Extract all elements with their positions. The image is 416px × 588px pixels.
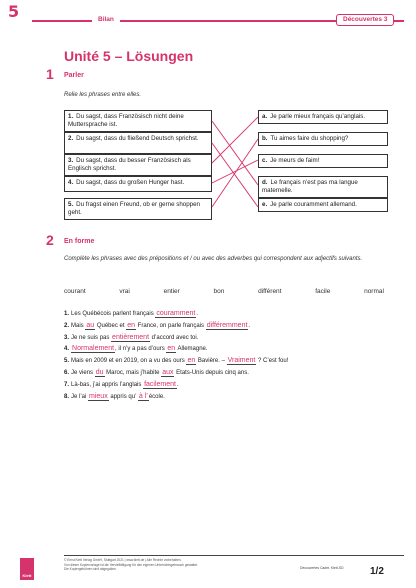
sentence-text: Allemagne.: [176, 346, 208, 353]
answer-fill: en: [187, 357, 196, 365]
word-bank: [64, 288, 384, 295]
sentence-2: [64, 322, 250, 329]
footer-code: Découvertes Cadet. Klett-SD: [300, 566, 344, 570]
sentence-8: [64, 393, 165, 400]
left-item-key: 4.: [68, 179, 74, 186]
right-item-text: Je parle couramment allemand.: [270, 201, 357, 208]
sentence-number: 8.: [64, 393, 70, 400]
unit-number: 5: [8, 2, 20, 21]
sentence-number: 2.: [64, 322, 70, 329]
header-tab-book: Découvertes 3: [336, 14, 394, 26]
word-bank-item: vrai: [119, 288, 130, 295]
sentence-1: [64, 310, 198, 317]
sentence-text: ? C’est fou!: [256, 358, 289, 365]
sentence-text: , il n’y a pas d’ours: [115, 346, 167, 353]
sentence-text: Québec et: [95, 322, 127, 329]
sentence-text: d’accord avec toi.: [150, 334, 199, 341]
link-3-a: [212, 117, 258, 163]
left-item-text: Du sagst, dass Französisch nicht deine Muttersprache ist.: [68, 113, 184, 128]
sentence-text: Maroc, mais j’habite: [104, 370, 162, 376]
sentence-text: .: [176, 381, 179, 388]
sentence-6: [64, 369, 249, 376]
sentence-text: appris qu’: [108, 393, 138, 400]
sentence-5: [64, 357, 288, 364]
sentence-text: Je l’ai: [71, 393, 89, 400]
sentence-text: France, on parle français: [135, 322, 206, 329]
sentence-text: .: [248, 322, 251, 329]
sentence-number: 5.: [64, 358, 70, 365]
word-bank-item: facile: [315, 288, 331, 295]
right-item-key: c.: [262, 157, 268, 164]
sentence-text: Les Québécois parlent français: [71, 311, 156, 317]
sentence-number: 1.: [64, 311, 70, 317]
left-item-text: Du sagst, dass du besser Französisch als Englisch sprichst.: [68, 157, 191, 172]
sentence-number: 4.: [64, 346, 70, 353]
word-bank-item: courant: [64, 288, 86, 295]
sentence-number: 7.: [64, 381, 70, 388]
answer-fill: couramment: [156, 310, 196, 317]
sentence-number: 6.: [64, 370, 70, 376]
section-2-instruction: Complète les phrases avec des prépositions et / ou avec des adverbes qui correspondent aux adjectifs suivants.: [64, 256, 363, 262]
sentence-7: [64, 381, 179, 388]
left-item-text: Du sagst, dass du großen Hunger hast.: [76, 179, 185, 186]
sentence-text: .: [196, 311, 198, 317]
klett-logo: Klett: [20, 558, 34, 580]
section-1-number: 1: [46, 66, 54, 82]
answer-fill: du: [95, 369, 104, 376]
right-item-text: Tu aimes faire du shopping?: [270, 135, 349, 142]
word-bank-item: bon: [213, 288, 225, 295]
link-4-c: [212, 160, 258, 183]
answer-fill: Normalement: [72, 345, 115, 353]
sentence-3: [64, 334, 198, 341]
footer-copyright: © Ernst Klett Verlag GmbH, Stuttgart 2021 | www.klett.de | Alle Rechte vorbehalten.: [64, 558, 182, 562]
word-bank-item: normal: [364, 288, 384, 295]
sentence-text: Bavière. –: [196, 358, 227, 365]
left-item-key: 2.: [68, 135, 74, 142]
answer-fill: facilement: [144, 380, 176, 388]
answer-fill: entièrement: [112, 333, 150, 341]
sentence-text: Là-bas, j’ai appris l’anglais: [71, 381, 144, 388]
footer-fees: Die Kopiergebühren sind abgegolten.: [64, 567, 117, 571]
left-item-text: Du sagst, dass du fließend Deutsch sprichst.: [76, 135, 199, 142]
right-item-text: Je meurs de faim!: [270, 157, 320, 164]
left-item-key: 3.: [68, 157, 74, 164]
sentence-text: Mais en 2009 et en 2019, on a vu des ours: [71, 358, 187, 365]
section-1-title: Parler: [64, 72, 84, 79]
header-tab-bilan: Bilan: [92, 14, 120, 26]
answer-fill: différemment: [206, 321, 248, 329]
sentence-text: école.: [148, 393, 165, 400]
sentence-text: Etats-Unis depuis cinq ans.: [174, 370, 249, 376]
page-title: Unité 5 – Lösungen: [64, 48, 194, 64]
answer-fill: mieux: [89, 392, 108, 400]
word-bank-item: entier: [163, 288, 180, 295]
word-bank-item: différent: [258, 288, 282, 295]
answer-fill: en: [167, 345, 176, 353]
right-item-key: a.: [262, 113, 268, 120]
right-item-key: b.: [262, 135, 268, 142]
sentence-text: Je viens: [71, 370, 95, 376]
right-item-text: Je parle mieux français qu’anglais.: [270, 113, 366, 120]
sentence-number: 3.: [64, 334, 70, 341]
sentence-4: [64, 345, 208, 352]
right-item-key: d.: [262, 179, 268, 186]
right-item-text: Le français n’est pas ma langue maternelle.: [262, 179, 358, 194]
answer-fill: au: [86, 321, 95, 329]
right-item-key: e.: [262, 201, 268, 208]
section-2-number: 2: [46, 232, 54, 248]
sentence-text: Je ne suis pas: [71, 334, 112, 341]
answer-fill: en: [127, 321, 135, 329]
footer-license: Von dieser Kopiervorlage ist die Vervielfältigung für den eigenen Unterrichtsgebrauch gestattet.: [64, 562, 198, 567]
footer-rule: [64, 555, 404, 556]
left-item-key: 1.: [68, 113, 74, 120]
answer-fill: Vraiment: [227, 357, 256, 365]
left-item-text: Du fragst einen Freund, ob er gerne shoppen geht.: [68, 201, 201, 216]
section-2-title: En forme: [64, 238, 95, 245]
answer-fill: aux: [162, 369, 174, 376]
page-number: 1/2: [370, 566, 384, 577]
section-1-instruction: Relie les phrases entre elles.: [64, 92, 142, 98]
sentence-text: Mais: [71, 322, 86, 329]
answer-fill: à l’: [138, 392, 148, 400]
left-item-key: 5.: [68, 201, 74, 208]
